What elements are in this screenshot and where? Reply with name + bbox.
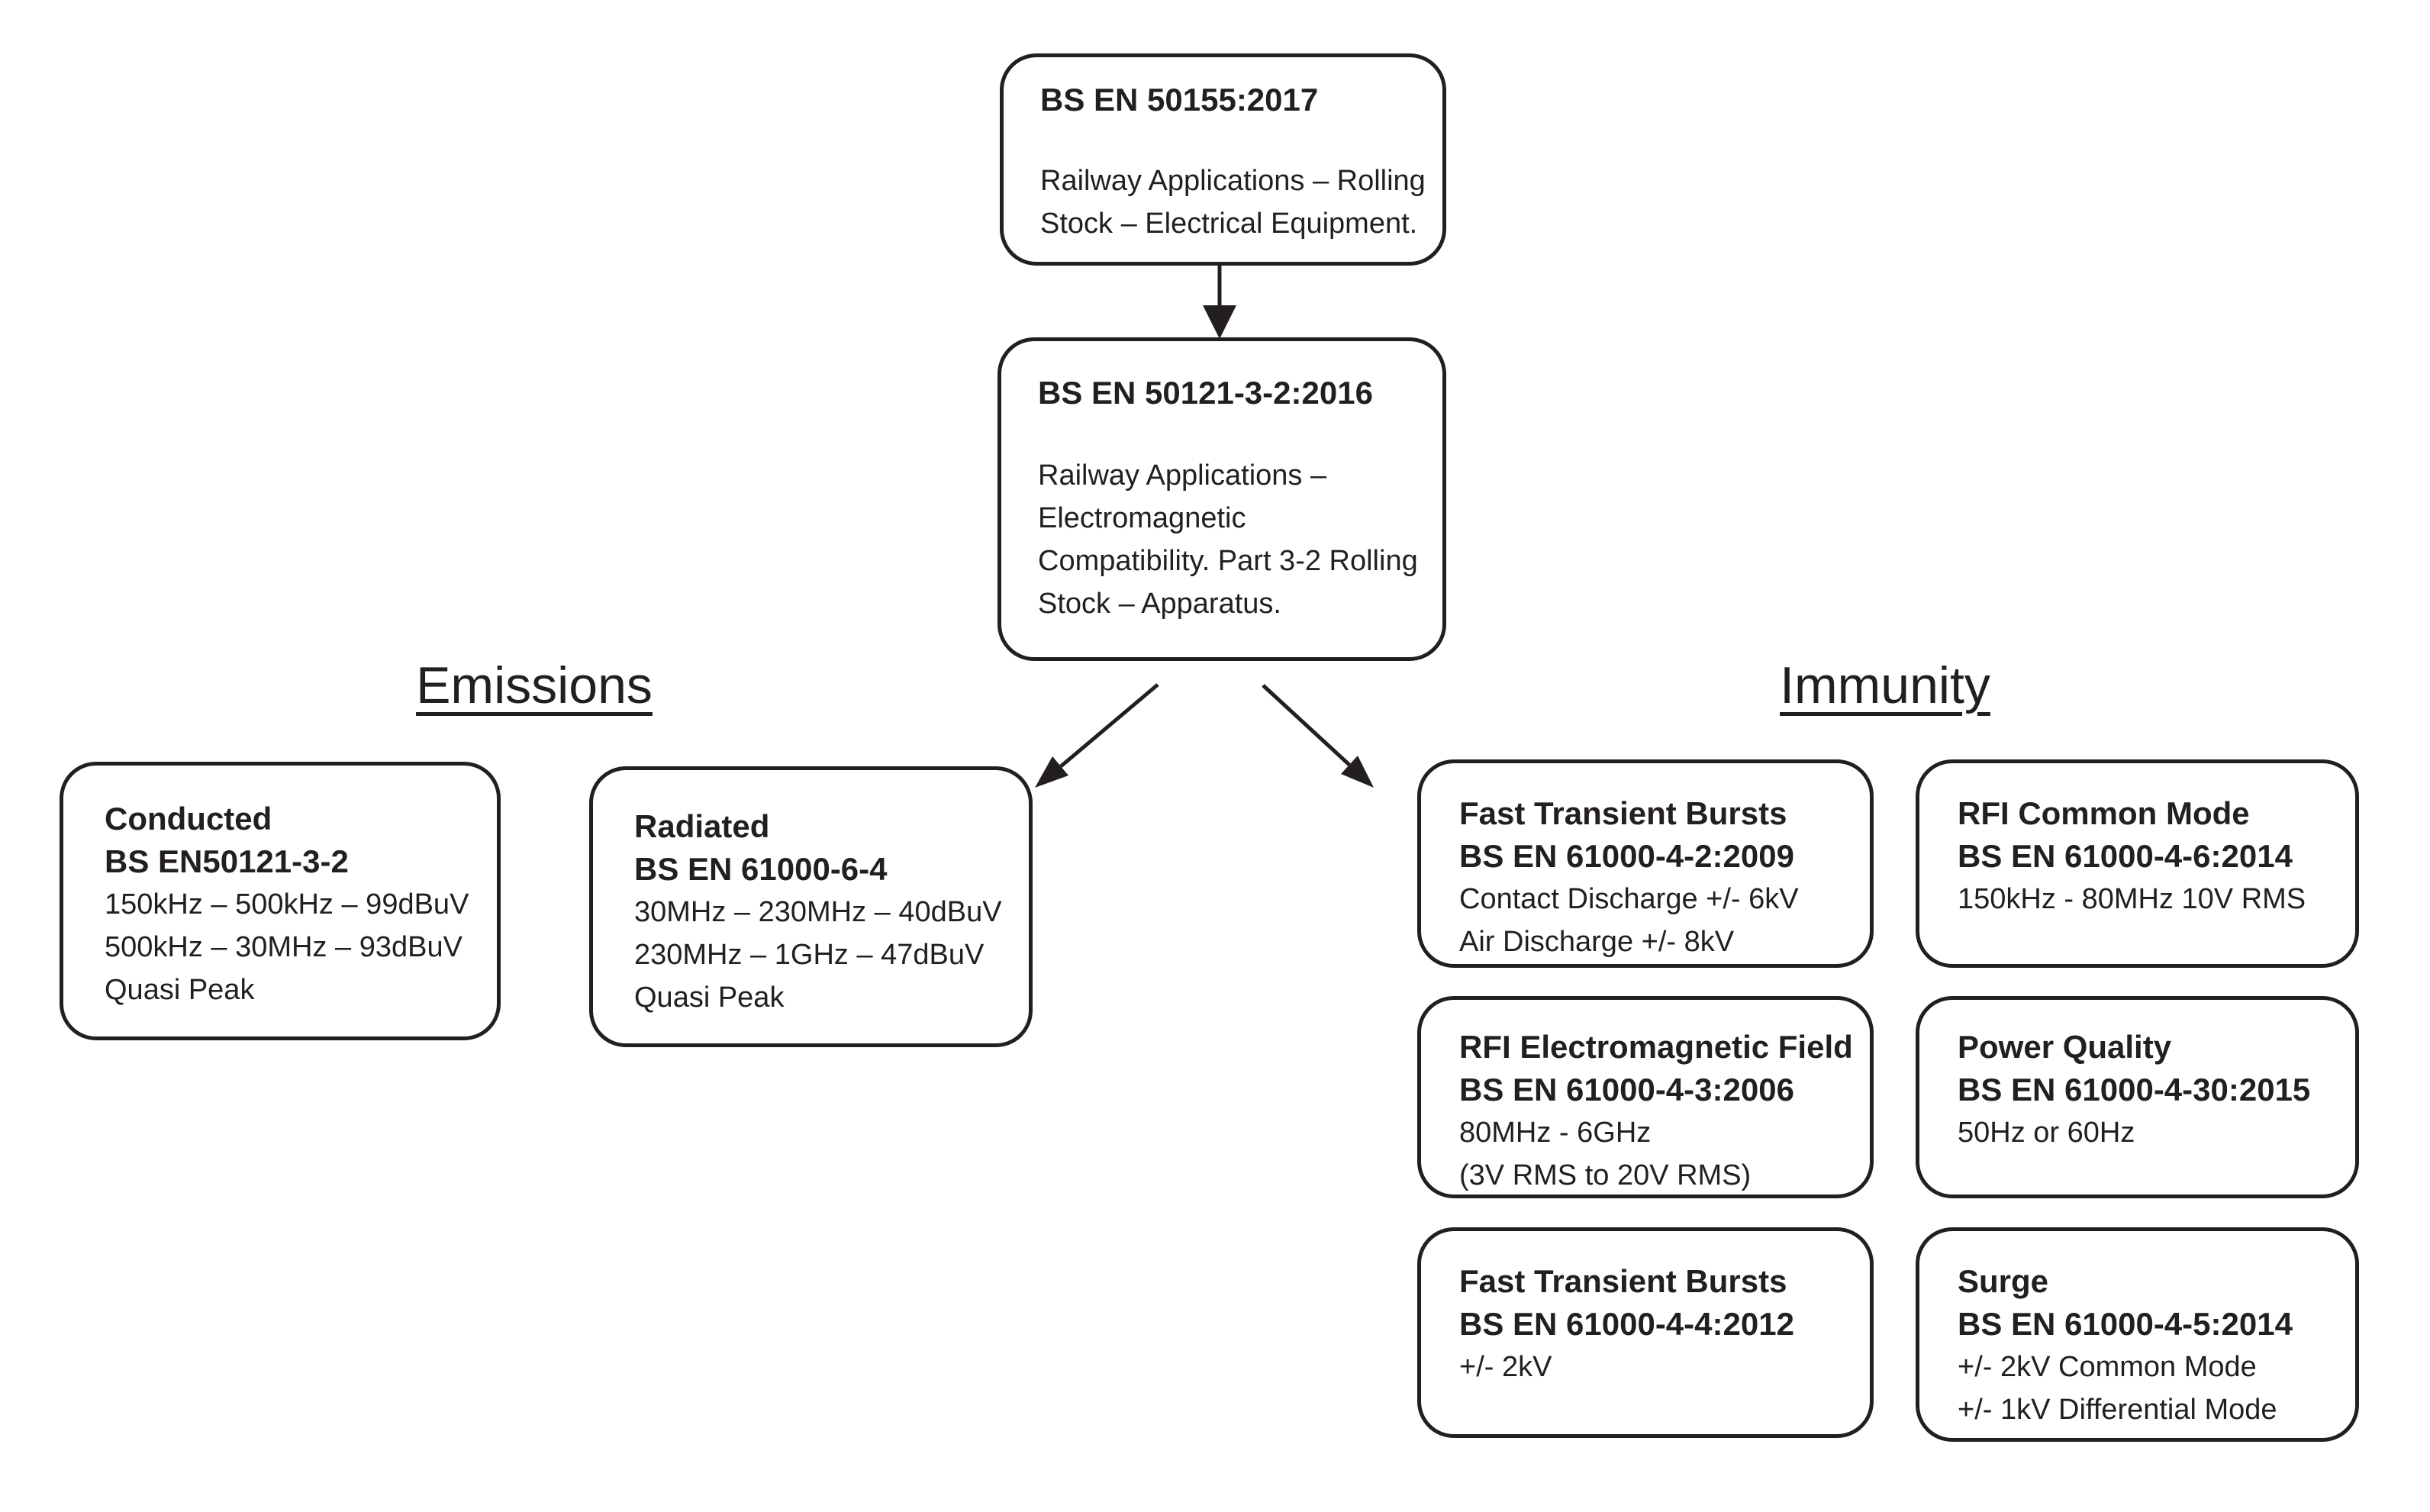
arrow-root-to-child [1203, 265, 1236, 339]
standard-box-bs-en-50155-2017 [1000, 53, 1446, 266]
immunity-box-rfi-common-mode [1916, 759, 2359, 968]
standard-limits: Contact Discharge +/- 6kV Air Discharge +/- 8kV [1459, 883, 1799, 958]
standard-limits: 80MHz - 6GHz (3V RMS to 20V RMS) [1459, 1117, 1752, 1191]
standard-description: Railway Applications – Electromagnetic Compatibility. Part 3-2 Rolling Stock – Apparatus. [1038, 459, 1418, 620]
standard-title: Radiated BS EN 61000-6-4 [634, 808, 888, 887]
standard-title: BS EN 50155:2017 [1040, 82, 1319, 118]
immunity-section-heading: Immunity [1780, 656, 1990, 714]
immunity-box-fast-transient-bursts-61000-4-4 [1417, 1227, 1874, 1438]
immunity-box-power-quality [1916, 996, 2359, 1198]
standard-title: BS EN 50121-3-2:2016 [1038, 375, 1373, 411]
standard-limits: +/- 2kV Common Mode +/- 1kV Differential Mode [1958, 1351, 2277, 1426]
standard-title: Fast Transient Bursts BS EN 61000-4-4:2012 [1459, 1263, 1794, 1342]
standard-limits: 150kHz - 80MHz 10V RMS [1958, 883, 2306, 915]
arrow-child-to-immunity [1263, 685, 1374, 788]
emissions-box-radiated [589, 766, 1033, 1047]
standard-limits: +/- 2kV [1459, 1351, 1552, 1383]
standard-title: Power Quality BS EN 61000-4-30:2015 [1958, 1029, 2311, 1107]
standard-title: Fast Transient Bursts BS EN 61000-4-2:2009 [1459, 795, 1794, 874]
standard-title: Surge BS EN 61000-4-5:2014 [1958, 1263, 2293, 1342]
standard-title: RFI Electromagnetic Field BS EN 61000-4-3:2006 [1459, 1029, 1853, 1107]
standard-box-bs-en-50121-3-2-2016 [997, 337, 1446, 661]
standard-description: Railway Applications – Rolling Stock – Electrical Equipment. [1040, 165, 1426, 240]
emissions-box-conducted [60, 762, 501, 1040]
standard-title: Conducted BS EN50121-3-2 [105, 801, 349, 879]
standard-limits: 30MHz – 230MHz – 40dBuV 230MHz – 1GHz – 47dBuV Quasi Peak [634, 896, 1002, 1014]
arrow-child-to-emissions [1035, 685, 1158, 788]
standard-limits: 50Hz or 60Hz [1958, 1117, 2135, 1149]
immunity-box-rfi-electromagnetic-field [1417, 996, 1874, 1198]
standard-limits: 150kHz – 500kHz – 99dBuV 500kHz – 30MHz – 93dBuV Quasi Peak [105, 888, 469, 1006]
immunity-box-fast-transient-bursts-61000-4-2 [1417, 759, 1874, 968]
emissions-section-heading: Emissions [416, 656, 653, 714]
immunity-box-surge [1916, 1227, 2359, 1442]
standard-title: RFI Common Mode BS EN 61000-4-6:2014 [1958, 795, 2293, 874]
